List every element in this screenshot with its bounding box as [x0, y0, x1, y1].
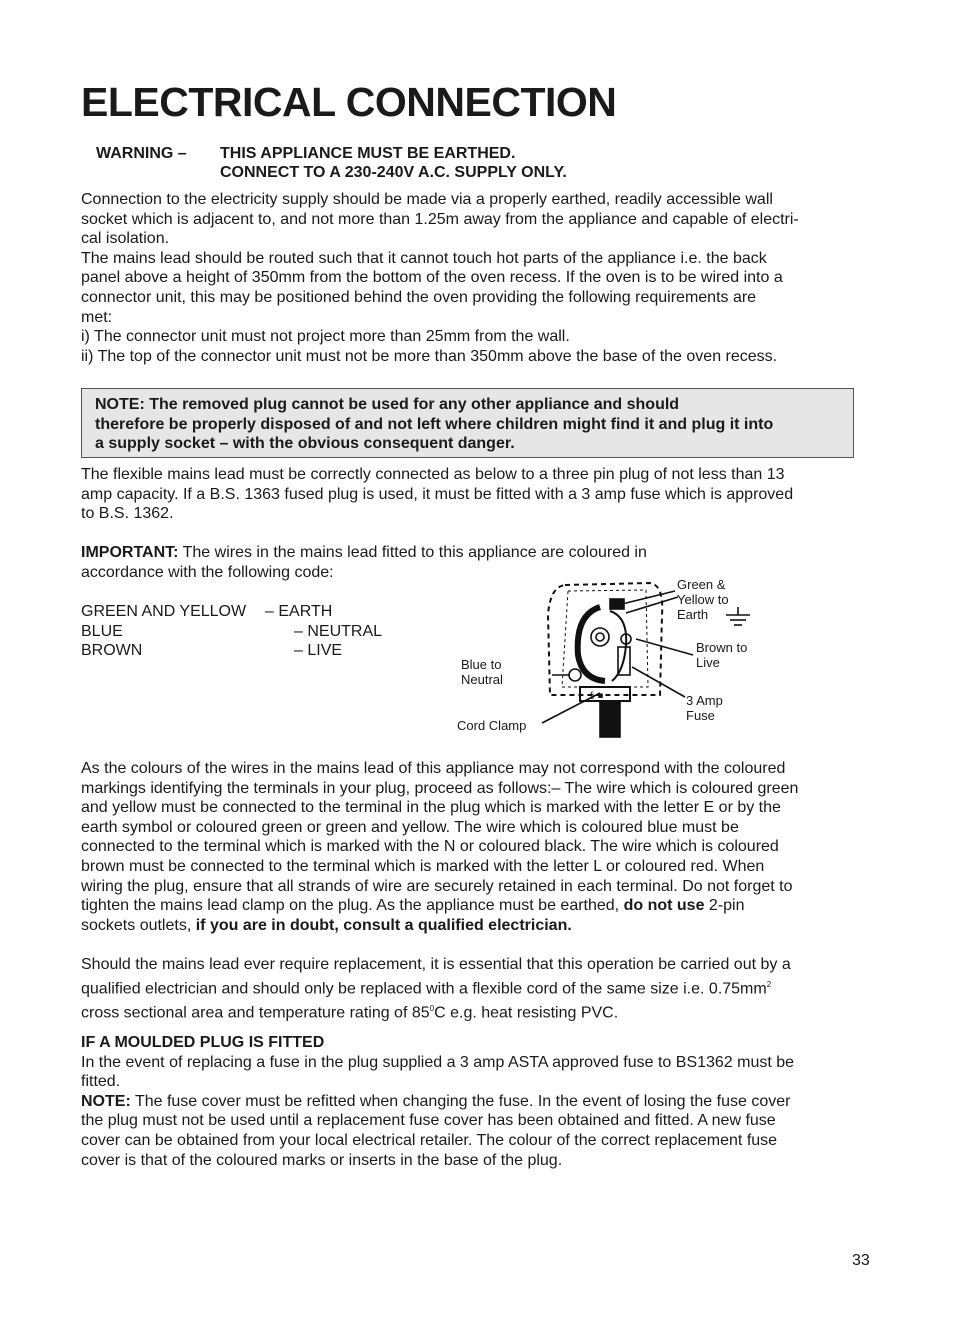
replacement-line: Should the mains lead ever require replacement, it is essential that this operation be carried out by a	[81, 956, 791, 973]
colours-line: wiring the plug, ensure that all strands of wire are securely retained in each terminal. Do not forget to	[81, 877, 793, 895]
color-code-row-earth	[81, 602, 333, 622]
color-code-row-live	[81, 641, 343, 661]
intro-line: Connection to the electricity supply should be made via a properly earthed, readily accessible wall	[81, 191, 773, 208]
flex-line: amp capacity. If a B.S. 1363 fused plug is used, it must be fitted with a 3 amp fuse which is approved	[81, 485, 794, 503]
replacement-text: qualified electrician and should only be replaced with a flexible cord of the same size i.e. 0.75mm	[81, 979, 767, 997]
note-text	[95, 395, 850, 454]
page-number: 33	[852, 1252, 870, 1269]
label-line: Brown to	[696, 640, 748, 655]
page-title: ELECTRICAL CONNECTION	[81, 79, 617, 125]
moulded-text: The fuse cover must be refitted when changing the fuse. In the event of losing the fuse cover	[130, 1092, 791, 1110]
note-box	[81, 388, 854, 458]
intro-line: socket which is adjacent to, and not more than 1.25m away from the appliance and capable of electri-	[81, 210, 799, 228]
replacement-text: cross sectional area and temperature rating of 85	[81, 1003, 430, 1021]
superscript: 0	[429, 1003, 435, 1013]
colours-text: 2-pin	[704, 897, 745, 915]
label-fuse	[686, 693, 723, 723]
flex-paragraph	[81, 465, 876, 524]
intro-line: panel above a height of 350mm from the bottom of the oven recess. If the oven is to be wired into a	[81, 269, 783, 287]
moulded-plug-section	[81, 1033, 876, 1170]
replacement-text: C e.g. heat resisting PVC.	[434, 1003, 619, 1021]
flex-line: to B.S. 1362.	[81, 505, 174, 523]
moulded-line: fitted.	[81, 1073, 121, 1091]
intro-line: i) The connector unit must not project more than 25mm from the wall.	[81, 328, 570, 346]
label-line: Earth	[677, 607, 709, 622]
terminal-name: – EARTH	[265, 603, 333, 620]
colours-line: markings identifying the terminals in your plug, proceed as follows:– The wire which is coloured green	[81, 779, 799, 797]
label-line: 3 Amp	[686, 693, 723, 708]
intro-paragraph	[81, 190, 876, 366]
note-label: NOTE:	[81, 1092, 131, 1110]
label-line: Green &	[677, 577, 726, 592]
intro-line: connector unit, this may be positioned behind the oven providing the following requirements are	[81, 288, 757, 306]
colours-line: brown must be connected to the terminal which is marked with the letter L or coloured red. When	[81, 857, 765, 875]
moulded-line: the plug must not be used until a replacement fuse cover has been obtained and fitted. A new fuse	[81, 1112, 776, 1130]
colours-text: tighten the mains lead clamp on the plug. As the appliance must be earthed,	[81, 897, 624, 915]
label-line: Yellow to	[677, 592, 729, 607]
wire-colour: BLUE	[81, 623, 123, 640]
colours-text: sockets outlets,	[81, 916, 196, 934]
label-line: Blue to	[461, 657, 502, 672]
intro-line: The mains lead should be routed such that it cannot touch hot parts of the appliance i.e. the back	[81, 249, 767, 267]
label-earth	[677, 577, 729, 622]
plug-wiring-diagram	[450, 575, 760, 743]
important-text: The wires in the mains lead fitted to this appliance are coloured in	[178, 544, 647, 561]
moulded-line: In the event of replacing a fuse in the plug supplied a 3 amp ASTA approved fuse to BS1362 must be	[81, 1053, 795, 1071]
colours-paragraph	[81, 759, 876, 935]
moulded-line: cover can be obtained from your local electrical retailer. The colour of the correct replacement fuse	[81, 1131, 778, 1149]
superscript: 2	[766, 979, 772, 989]
label-cord-clamp: Cord Clamp	[457, 718, 527, 733]
label-line: Neutral	[461, 672, 503, 687]
label-live	[696, 640, 747, 670]
intro-line: met:	[81, 308, 113, 326]
intro-line: cal isolation.	[81, 230, 170, 248]
color-code-row-neutral	[81, 622, 383, 642]
colours-line: and yellow must be connected to the terminal in the plug which is marked with the letter E or by the	[81, 799, 781, 817]
terminal-name: – NEUTRAL	[294, 623, 383, 640]
colours-line: earth symbol or coloured green or green and yellow. The wire which is coloured blue must be	[81, 818, 739, 836]
label-neutral	[461, 657, 503, 687]
consult-electrician-text: if you are in doubt, consult a qualified electrician.	[195, 916, 572, 934]
intro-line: ii) The top of the connector unit must not be more than 350mm above the base of the oven recess.	[81, 347, 778, 365]
wire-colour: BROWN	[81, 642, 143, 659]
important-text: accordance with the following code:	[81, 563, 334, 581]
section-heading: IF A MOULDED PLUG IS FITTED	[81, 1034, 325, 1051]
note-line: a supply socket – with the obvious consequent danger.	[95, 435, 515, 453]
warning-line-2: CONNECT TO A 230-240V A.C. SUPPLY ONLY.	[220, 164, 567, 181]
colours-line: As the colours of the wires in the mains lead of this appliance may not correspond with the coloured	[81, 760, 786, 777]
warning-label: WARNING –	[96, 145, 187, 162]
terminal-name: – LIVE	[294, 642, 343, 659]
flex-line: The flexible mains lead must be correctly connected as below to a three pin plug of not less than 13	[81, 466, 785, 483]
wire-colour: GREEN AND YELLOW	[81, 603, 247, 620]
svg-text:§ ▪: § ▪	[590, 691, 604, 701]
note-line: therefore be properly disposed of and not left where children might find it and plug it into	[95, 415, 774, 433]
do-not-use-text: do not use	[623, 897, 705, 915]
moulded-line: cover is that of the coloured marks or inserts in the base of the plug.	[81, 1151, 563, 1169]
label-line: Fuse	[686, 708, 715, 723]
warning-line-1: THIS APPLIANCE MUST BE EARTHED.	[220, 145, 516, 162]
note-line: NOTE: The removed plug cannot be used for any other appliance and should	[95, 396, 680, 413]
important-label: IMPORTANT:	[81, 544, 179, 561]
replacement-paragraph	[81, 955, 876, 1022]
label-line: Live	[696, 655, 720, 670]
colours-line: connected to the terminal which is marked with the N or coloured black. The wire which is coloured	[81, 838, 779, 856]
